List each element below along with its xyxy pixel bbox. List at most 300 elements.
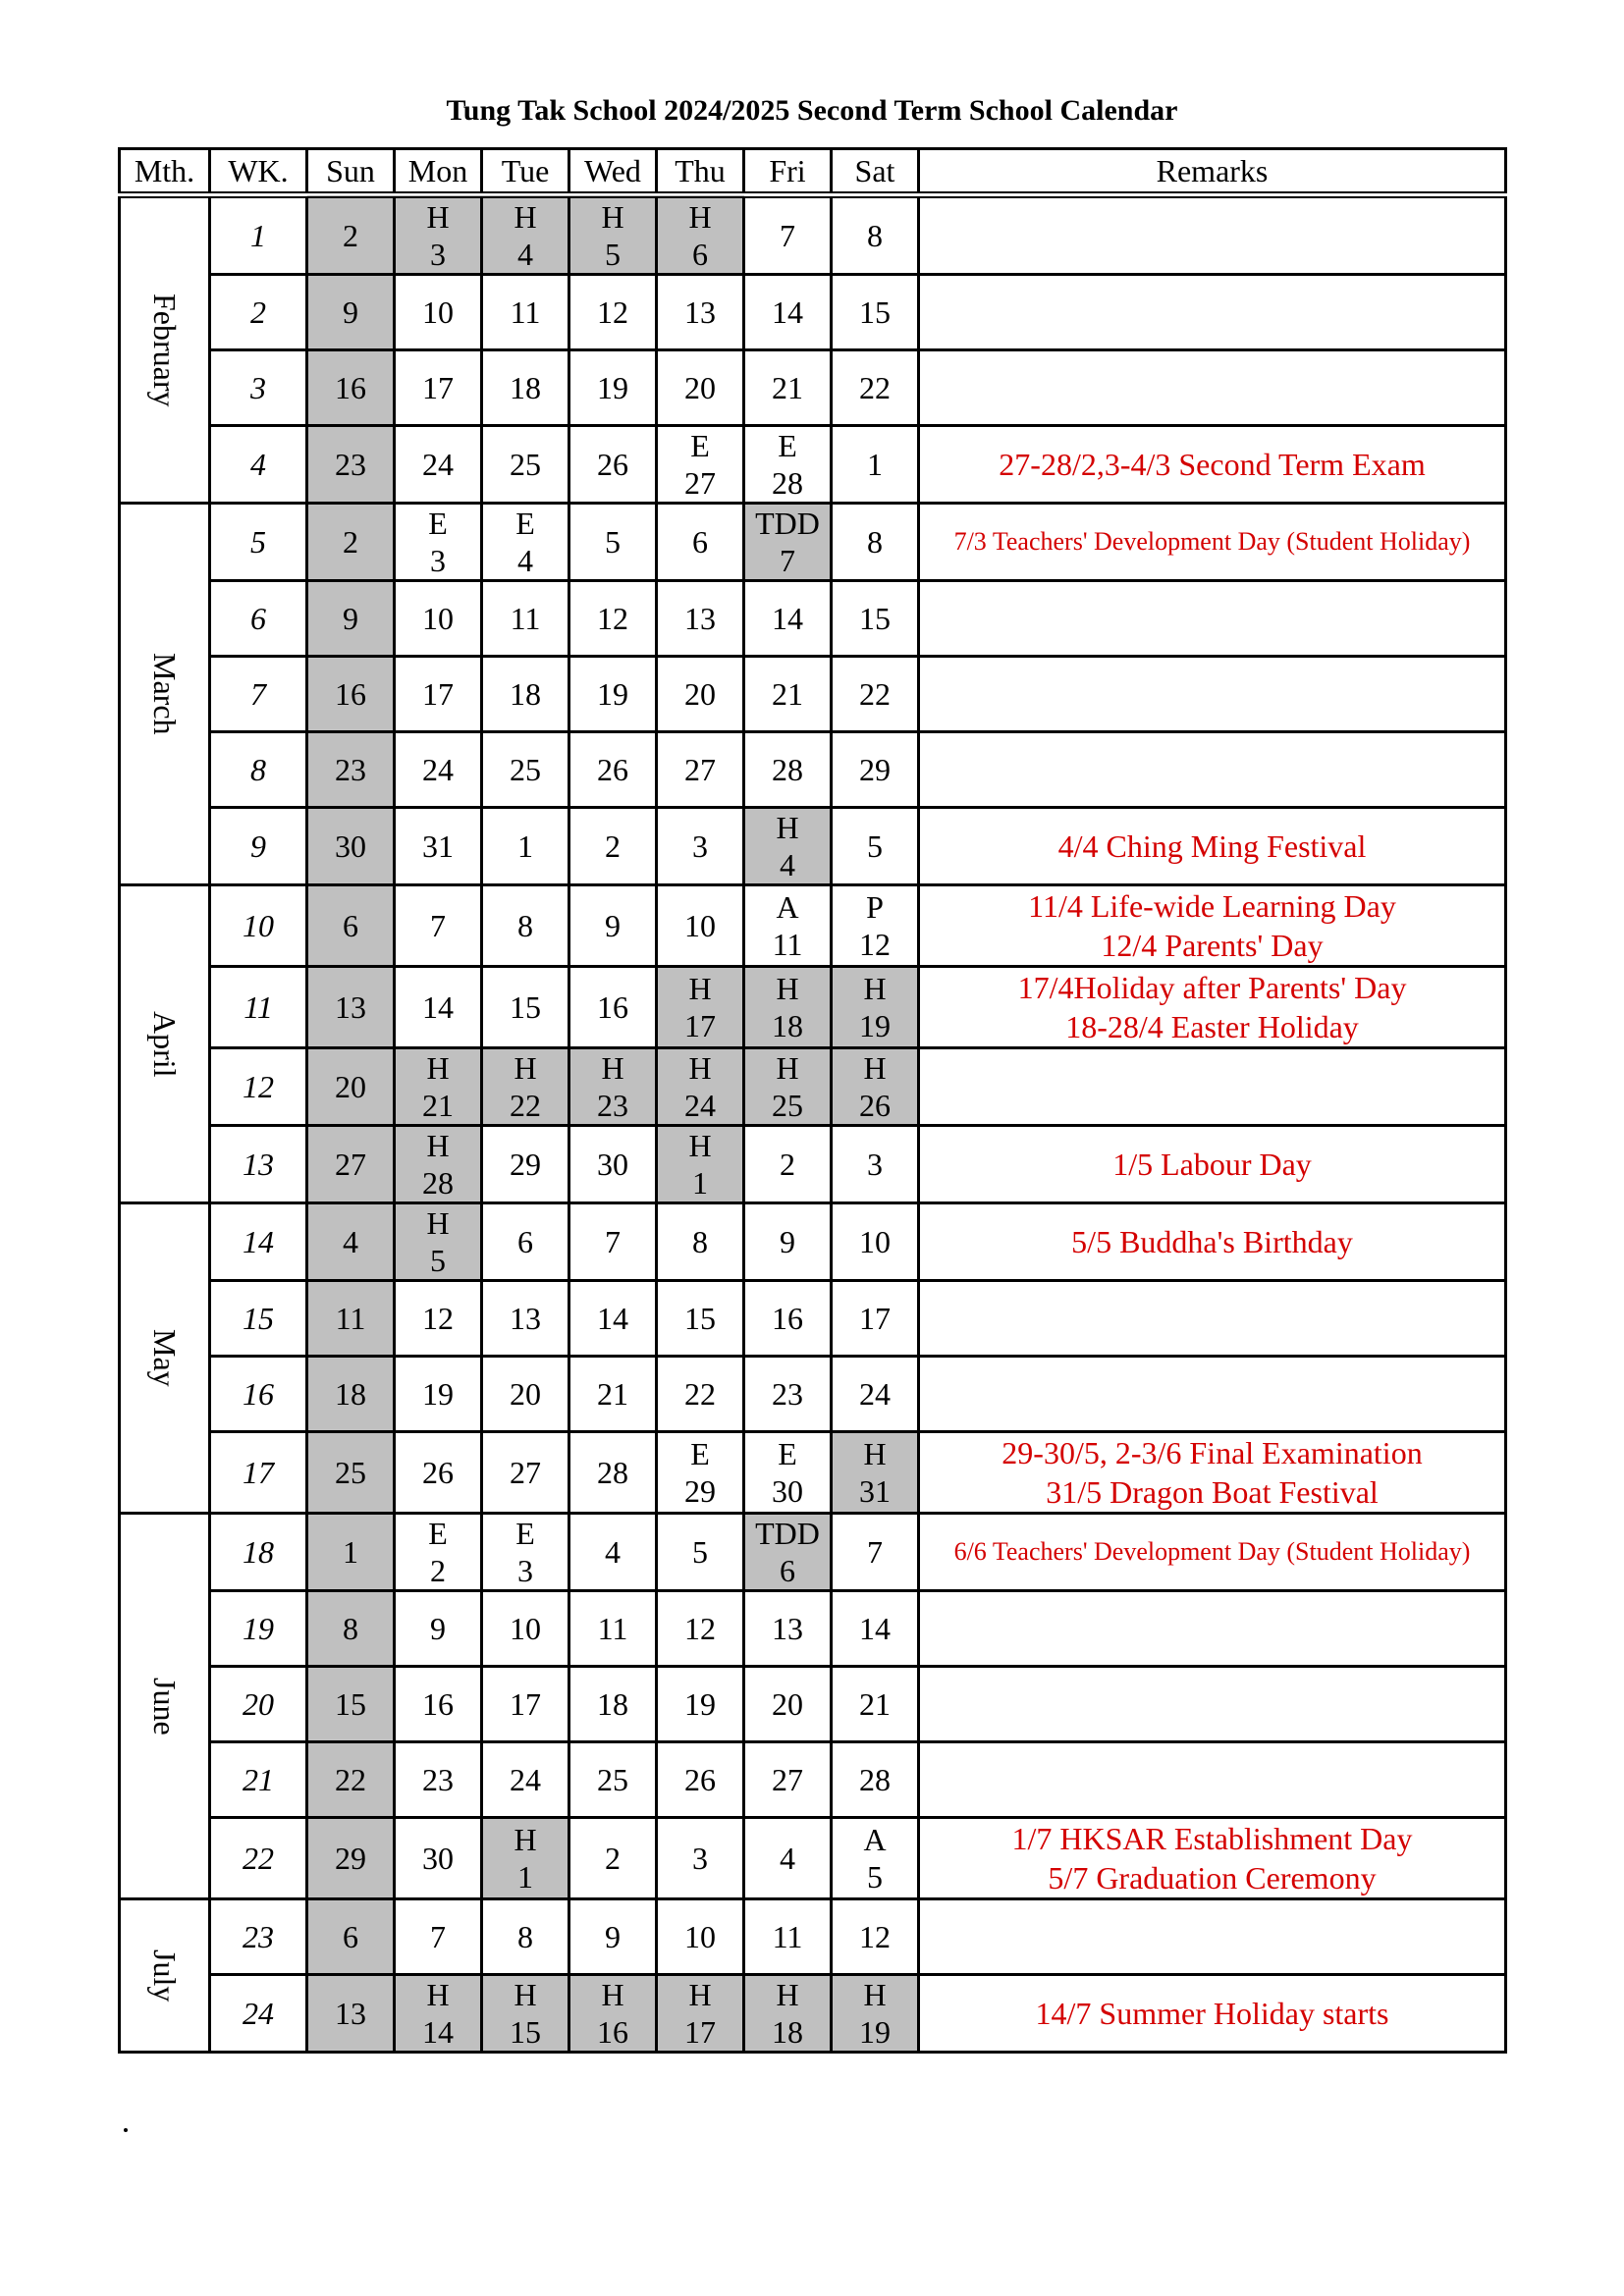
day-number: 27 xyxy=(510,1455,541,1490)
week-number: 1 xyxy=(210,195,307,275)
week-number: 22 xyxy=(210,1818,307,1899)
remark-line: 5/7 Graduation Ceremony xyxy=(1048,1860,1377,1896)
day-cell xyxy=(744,657,832,732)
day-cell xyxy=(307,1048,395,1126)
day-cell xyxy=(569,967,657,1048)
month-label: April xyxy=(120,885,210,1203)
day-number: 22 xyxy=(859,676,891,712)
remarks-cell xyxy=(919,1432,1506,1514)
day-cell xyxy=(832,1126,919,1203)
day-code: H xyxy=(426,1205,450,1241)
day-number: 12 xyxy=(859,927,891,962)
remark-line: 12/4 Parents' Day xyxy=(1101,928,1324,963)
day-code: H xyxy=(688,1128,712,1163)
day-code: H xyxy=(601,1977,624,2012)
day-number: 11 xyxy=(510,601,541,636)
month-label: May xyxy=(120,1203,210,1514)
day-number: 6 xyxy=(343,1919,358,1954)
day-number: 13 xyxy=(335,1996,366,2031)
day-number: 17 xyxy=(510,1686,541,1722)
day-cell xyxy=(657,808,744,885)
remark-line: 27-28/2,3-4/3 Second Term Exam xyxy=(999,447,1426,482)
week-row xyxy=(120,1591,1506,1667)
day-number: 5 xyxy=(605,237,621,272)
day-code: H xyxy=(688,1050,712,1086)
day-number: 18 xyxy=(597,1686,628,1722)
day-code: H xyxy=(426,1050,450,1086)
day-cell xyxy=(482,1742,569,1818)
day-cell xyxy=(832,967,919,1048)
day-number: 3 xyxy=(517,1553,533,1588)
day-number: 30 xyxy=(772,1473,803,1509)
day-number: 20 xyxy=(772,1686,803,1722)
day-cell xyxy=(657,1899,744,1975)
day-number: 31 xyxy=(859,1473,891,1509)
day-cell xyxy=(569,732,657,808)
day-cell xyxy=(307,275,395,350)
day-number: 17 xyxy=(422,676,454,712)
day-cell xyxy=(395,1899,482,1975)
day-code: E xyxy=(778,1436,797,1471)
day-cell xyxy=(657,350,744,426)
day-number: 9 xyxy=(343,294,358,330)
day-number: 12 xyxy=(597,601,628,636)
remarks-cell xyxy=(919,275,1506,350)
day-cell xyxy=(657,1514,744,1591)
day-cell xyxy=(569,1048,657,1126)
day-number: 19 xyxy=(684,1686,716,1722)
header-sat: Sat xyxy=(832,149,919,195)
day-cell xyxy=(395,275,482,350)
header-row xyxy=(120,149,1506,195)
day-number: 5 xyxy=(692,1534,708,1570)
day-cell xyxy=(569,1357,657,1432)
day-number: 31 xyxy=(422,828,454,864)
day-cell xyxy=(569,504,657,581)
week-row xyxy=(120,275,1506,350)
day-code: H xyxy=(514,199,537,235)
day-number: 3 xyxy=(692,828,708,864)
week-row xyxy=(120,581,1506,657)
week-row xyxy=(120,426,1506,504)
day-number: 24 xyxy=(422,447,454,482)
day-cell xyxy=(307,1591,395,1667)
week-number: 17 xyxy=(210,1432,307,1514)
remarks-cell xyxy=(919,504,1506,581)
day-cell xyxy=(657,1048,744,1126)
day-number: 11 xyxy=(597,1611,628,1646)
day-cell xyxy=(395,1591,482,1667)
remark-line: 14/7 Summer Holiday starts xyxy=(1035,1996,1389,2031)
day-cell xyxy=(307,504,395,581)
header-mon: Mon xyxy=(395,149,482,195)
day-code: H xyxy=(863,1977,887,2012)
day-number: 1 xyxy=(867,447,883,482)
header-sun: Sun xyxy=(307,149,395,195)
week-number: 23 xyxy=(210,1899,307,1975)
day-cell xyxy=(395,1048,482,1126)
day-number: 2 xyxy=(430,1553,446,1588)
week-row xyxy=(120,1975,1506,2053)
day-number: 21 xyxy=(772,676,803,712)
day-number: 21 xyxy=(772,370,803,405)
month-label: March xyxy=(120,504,210,885)
day-number: 5 xyxy=(605,524,621,560)
calendar-body xyxy=(120,195,1506,2053)
day-number: 3 xyxy=(867,1147,883,1182)
day-number: 18 xyxy=(510,676,541,712)
day-cell xyxy=(744,1667,832,1742)
day-number: 4 xyxy=(343,1224,358,1259)
day-cell xyxy=(395,1667,482,1742)
day-cell xyxy=(307,1742,395,1818)
week-number: 11 xyxy=(210,967,307,1048)
week-row xyxy=(120,885,1506,967)
week-number: 5 xyxy=(210,504,307,581)
header-month: Mth. xyxy=(120,149,210,195)
day-cell xyxy=(832,1357,919,1432)
day-cell xyxy=(657,885,744,967)
header-remarks: Remarks xyxy=(919,149,1506,195)
day-number: 4 xyxy=(605,1534,621,1570)
day-cell xyxy=(482,967,569,1048)
header-thu: Thu xyxy=(657,149,744,195)
remarks-cell xyxy=(919,885,1506,967)
day-code: H xyxy=(688,199,712,235)
week-number: 15 xyxy=(210,1281,307,1357)
day-number: 14 xyxy=(422,989,454,1025)
day-cell xyxy=(832,808,919,885)
day-cell xyxy=(569,1281,657,1357)
day-cell xyxy=(395,1742,482,1818)
day-code: E xyxy=(515,506,535,541)
day-cell xyxy=(569,657,657,732)
day-number: 11 xyxy=(772,927,803,962)
day-number: 19 xyxy=(422,1376,454,1412)
day-number: 16 xyxy=(335,676,366,712)
day-code: TDD xyxy=(755,506,820,541)
day-number: 14 xyxy=(859,1611,891,1646)
week-row xyxy=(120,1899,1506,1975)
day-number: 27 xyxy=(335,1147,366,1182)
week-row xyxy=(120,504,1506,581)
day-cell xyxy=(744,350,832,426)
day-number: 30 xyxy=(597,1147,628,1182)
day-cell xyxy=(832,657,919,732)
day-cell xyxy=(395,732,482,808)
day-number: 15 xyxy=(859,601,891,636)
day-cell xyxy=(569,581,657,657)
day-cell xyxy=(744,1591,832,1667)
day-cell xyxy=(832,504,919,581)
day-cell xyxy=(832,275,919,350)
week-number: 6 xyxy=(210,581,307,657)
remark-line: 5/5 Buddha's Birthday xyxy=(1071,1224,1353,1259)
week-row xyxy=(120,1514,1506,1591)
day-number: 19 xyxy=(859,2014,891,2050)
day-number: 24 xyxy=(684,1088,716,1123)
day-cell xyxy=(307,1514,395,1591)
day-cell xyxy=(832,1514,919,1591)
day-cell xyxy=(832,885,919,967)
day-cell xyxy=(657,1591,744,1667)
day-code: H xyxy=(514,1050,537,1086)
day-number: 25 xyxy=(510,447,541,482)
day-number: 2 xyxy=(605,1841,621,1876)
day-number: 3 xyxy=(692,1841,708,1876)
day-number: 7 xyxy=(780,218,795,253)
page-dot xyxy=(124,2128,128,2132)
day-cell xyxy=(395,967,482,1048)
day-cell xyxy=(307,1818,395,1899)
day-cell xyxy=(307,967,395,1048)
remarks-cell xyxy=(919,195,1506,275)
header-tue: Tue xyxy=(482,149,569,195)
week-row xyxy=(120,732,1506,808)
day-number: 12 xyxy=(597,294,628,330)
day-cell xyxy=(744,195,832,275)
week-row xyxy=(120,1742,1506,1818)
day-code: A xyxy=(776,889,799,925)
day-cell xyxy=(832,1818,919,1899)
day-cell xyxy=(569,808,657,885)
remarks-cell xyxy=(919,732,1506,808)
day-number: 2 xyxy=(343,524,358,560)
day-cell xyxy=(744,1514,832,1591)
day-number: 25 xyxy=(597,1762,628,1797)
week-number: 10 xyxy=(210,885,307,967)
day-cell xyxy=(307,350,395,426)
day-number: 17 xyxy=(422,370,454,405)
day-number: 8 xyxy=(517,908,533,943)
day-number: 24 xyxy=(422,752,454,787)
day-cell xyxy=(744,1357,832,1432)
day-cell xyxy=(657,1818,744,1899)
day-code: TDD xyxy=(755,1516,820,1551)
day-cell xyxy=(832,350,919,426)
day-number: 7 xyxy=(430,1919,446,1954)
day-cell xyxy=(307,1357,395,1432)
day-number: 9 xyxy=(605,908,621,943)
day-number: 20 xyxy=(510,1376,541,1412)
day-cell xyxy=(307,1899,395,1975)
day-number: 26 xyxy=(684,1762,716,1797)
day-number: 10 xyxy=(422,294,454,330)
day-code: H xyxy=(776,810,799,845)
remarks-cell xyxy=(919,808,1506,885)
week-row xyxy=(120,1048,1506,1126)
day-cell xyxy=(657,1742,744,1818)
day-code: E xyxy=(428,1516,448,1551)
day-cell xyxy=(395,504,482,581)
day-code: E xyxy=(428,506,448,541)
day-cell xyxy=(395,808,482,885)
day-cell xyxy=(657,581,744,657)
day-code: H xyxy=(776,1050,799,1086)
day-number: 22 xyxy=(684,1376,716,1412)
day-number: 19 xyxy=(597,676,628,712)
day-number: 20 xyxy=(684,370,716,405)
day-number: 10 xyxy=(684,1919,716,1954)
remarks-cell xyxy=(919,1818,1506,1899)
week-row xyxy=(120,350,1506,426)
day-number: 22 xyxy=(335,1762,366,1797)
day-number: 4 xyxy=(517,543,533,578)
day-number: 9 xyxy=(343,601,358,636)
day-cell xyxy=(395,1432,482,1514)
day-number: 13 xyxy=(684,601,716,636)
week-row xyxy=(120,808,1506,885)
day-number: 21 xyxy=(597,1376,628,1412)
remarks-cell xyxy=(919,581,1506,657)
day-cell xyxy=(395,1818,482,1899)
day-number: 30 xyxy=(422,1841,454,1876)
remark-line: 17/4Holiday after Parents' Day xyxy=(1017,970,1407,1005)
day-cell xyxy=(482,581,569,657)
day-cell xyxy=(482,885,569,967)
week-number: 2 xyxy=(210,275,307,350)
day-number: 5 xyxy=(867,1859,883,1895)
day-cell xyxy=(744,1899,832,1975)
day-cell xyxy=(395,1281,482,1357)
week-number: 24 xyxy=(210,1975,307,2053)
day-number: 8 xyxy=(517,1919,533,1954)
day-number: 18 xyxy=(772,1008,803,1043)
day-number: 14 xyxy=(422,2014,454,2050)
day-number: 14 xyxy=(597,1301,628,1336)
day-code: P xyxy=(866,889,884,925)
day-code: H xyxy=(426,199,450,235)
day-number: 8 xyxy=(867,524,883,560)
day-code: H xyxy=(688,971,712,1006)
day-number: 6 xyxy=(780,1553,795,1588)
day-number: 24 xyxy=(510,1762,541,1797)
week-number: 21 xyxy=(210,1742,307,1818)
month-label: June xyxy=(120,1514,210,1899)
day-number: 5 xyxy=(430,1243,446,1278)
day-cell xyxy=(657,967,744,1048)
day-number: 15 xyxy=(859,294,891,330)
week-row xyxy=(120,1126,1506,1203)
day-cell xyxy=(482,1048,569,1126)
day-cell xyxy=(657,1667,744,1742)
day-number: 4 xyxy=(780,847,795,882)
week-row xyxy=(120,195,1506,275)
day-cell xyxy=(832,1203,919,1281)
day-cell xyxy=(657,275,744,350)
day-cell xyxy=(307,732,395,808)
day-cell xyxy=(395,1514,482,1591)
day-code: E xyxy=(778,428,797,463)
day-cell xyxy=(395,426,482,504)
header-wed: Wed xyxy=(569,149,657,195)
day-cell xyxy=(395,581,482,657)
day-number: 6 xyxy=(517,1224,533,1259)
day-cell xyxy=(395,350,482,426)
day-cell xyxy=(832,195,919,275)
month-label: July xyxy=(120,1899,210,2053)
day-code: E xyxy=(515,1516,535,1551)
day-cell xyxy=(307,1975,395,2053)
day-number: 15 xyxy=(335,1686,366,1722)
day-number: 2 xyxy=(605,828,621,864)
day-number: 26 xyxy=(859,1088,891,1123)
day-number: 29 xyxy=(684,1473,716,1509)
day-code: H xyxy=(863,1436,887,1471)
day-number: 12 xyxy=(684,1611,716,1646)
day-number: 1 xyxy=(343,1534,358,1570)
remarks-cell xyxy=(919,657,1506,732)
week-number: 4 xyxy=(210,426,307,504)
day-cell xyxy=(569,275,657,350)
remarks-cell xyxy=(919,426,1506,504)
day-cell xyxy=(744,732,832,808)
day-number: 11 xyxy=(335,1301,366,1336)
day-number: 8 xyxy=(692,1224,708,1259)
day-cell xyxy=(482,350,569,426)
week-number: 7 xyxy=(210,657,307,732)
day-cell xyxy=(482,1357,569,1432)
day-number: 1 xyxy=(517,828,533,864)
remarks-cell xyxy=(919,1975,1506,2053)
remark-line: 11/4 Life-wide Learning Day xyxy=(1028,888,1396,924)
day-number: 19 xyxy=(597,370,628,405)
day-cell xyxy=(832,1048,919,1126)
day-number: 23 xyxy=(335,752,366,787)
day-number: 16 xyxy=(772,1301,803,1336)
day-cell xyxy=(657,1432,744,1514)
week-row xyxy=(120,1667,1506,1742)
day-cell xyxy=(482,1432,569,1514)
day-number: 18 xyxy=(335,1376,366,1412)
day-cell xyxy=(657,1126,744,1203)
day-number: 26 xyxy=(422,1455,454,1490)
day-cell xyxy=(482,1514,569,1591)
day-cell xyxy=(307,1432,395,1514)
day-number: 16 xyxy=(597,2014,628,2050)
remark-line: 29-30/5, 2-3/6 Final Examination xyxy=(1001,1435,1423,1470)
day-cell xyxy=(744,967,832,1048)
day-number: 25 xyxy=(772,1088,803,1123)
day-number: 19 xyxy=(859,1008,891,1043)
day-number: 7 xyxy=(430,908,446,943)
day-number: 1 xyxy=(517,1859,533,1895)
day-code: H xyxy=(776,1977,799,2012)
week-number: 3 xyxy=(210,350,307,426)
day-number: 20 xyxy=(335,1069,366,1104)
day-code: E xyxy=(690,1436,710,1471)
page-title: Tung Tak School 2024/2025 Second Term School Calendar xyxy=(446,94,1178,127)
day-cell xyxy=(744,1742,832,1818)
day-number: 18 xyxy=(510,370,541,405)
day-cell xyxy=(744,275,832,350)
day-cell xyxy=(832,732,919,808)
day-cell xyxy=(395,1357,482,1432)
day-cell xyxy=(482,1975,569,2053)
day-cell xyxy=(569,1591,657,1667)
day-cell xyxy=(832,1591,919,1667)
day-cell xyxy=(307,657,395,732)
day-cell xyxy=(569,1818,657,1899)
day-cell xyxy=(482,808,569,885)
day-number: 9 xyxy=(430,1611,446,1646)
day-number: 14 xyxy=(772,294,803,330)
day-cell xyxy=(657,1975,744,2053)
week-number: 14 xyxy=(210,1203,307,1281)
day-number: 24 xyxy=(859,1376,891,1412)
day-number: 7 xyxy=(867,1534,883,1570)
day-cell xyxy=(307,426,395,504)
